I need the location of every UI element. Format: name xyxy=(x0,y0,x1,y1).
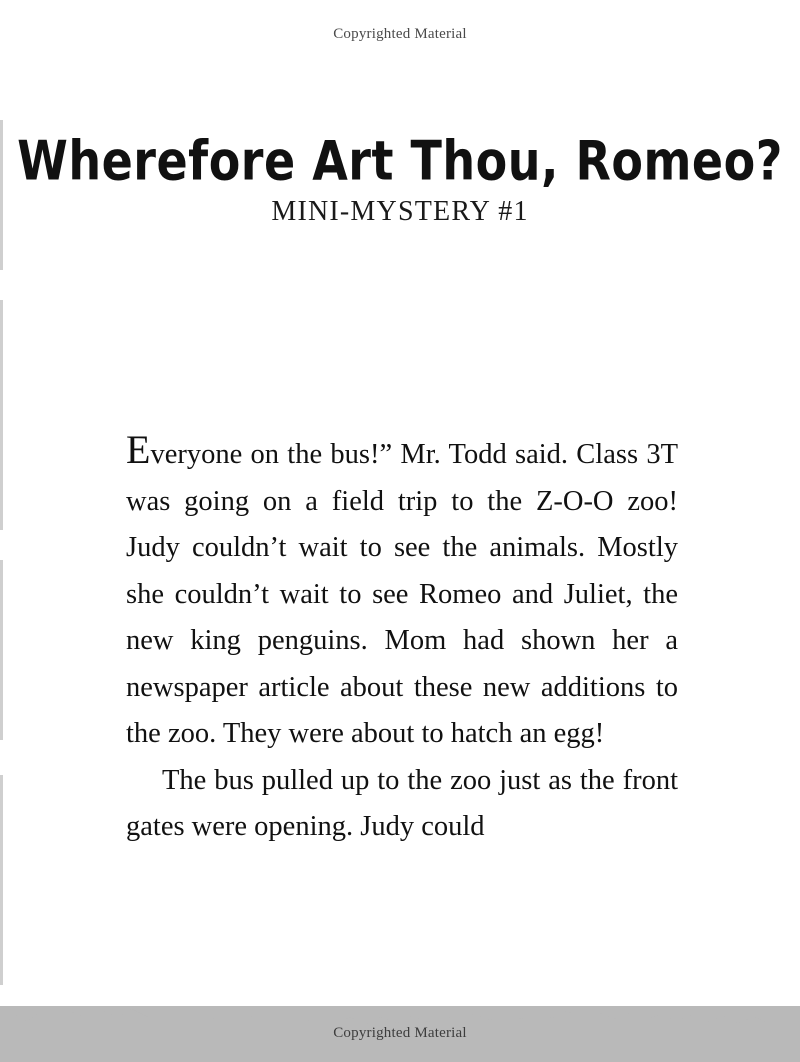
chapter-subtitle: MINI-MYSTERY #1 xyxy=(271,196,529,227)
copyright-watermark-bottom: Copyrighted Material xyxy=(333,1025,467,1041)
paragraph-first xyxy=(126,427,678,758)
scan-edge-artifact xyxy=(0,775,3,985)
drop-cap: E xyxy=(126,427,151,472)
scan-edge-artifact xyxy=(0,300,3,530)
chapter-title: Wherefore Art Thou, Romeo? xyxy=(17,128,783,193)
paragraph-second: The bus pulled up to the zoo just as the front gates were opening. Judy could xyxy=(126,764,678,842)
copyright-watermark-top: Copyrighted Material xyxy=(333,26,467,42)
paragraph-first-text: veryone on the bus!” Mr. Todd said. Class 3T was going on a field trip to the Z-O-O zoo! Judy couldn’t wait to see the animals. Mostly she couldn’t wait to see Romeo and Juliet, the new king penguins. Mom had shown her a newspaper article about these new additions to the zoo. They were about to hatch an egg! xyxy=(126,439,678,749)
scan-edge-artifact xyxy=(0,560,3,740)
body-text xyxy=(126,427,678,851)
